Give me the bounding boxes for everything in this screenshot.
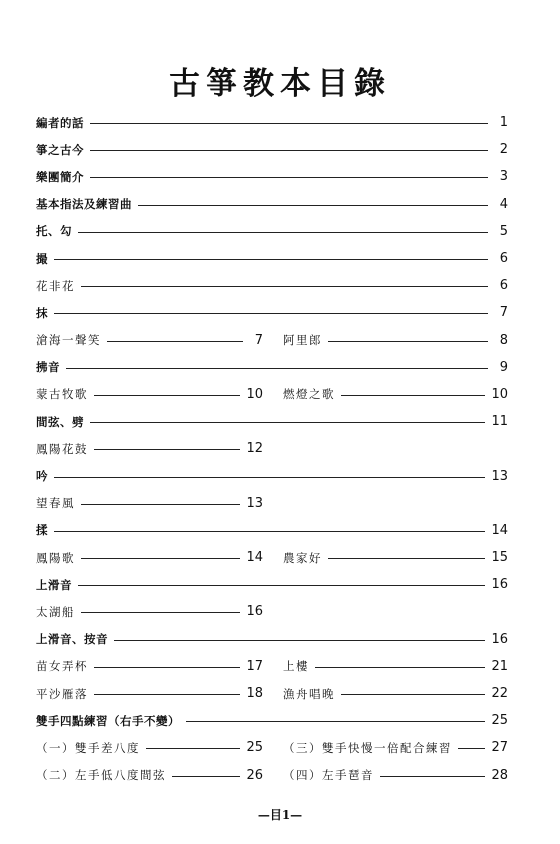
toc-entry: [36, 631, 508, 647]
leader-line: [90, 123, 488, 124]
leader-line: [94, 395, 240, 396]
toc-row: [36, 598, 508, 625]
leader-line: [328, 341, 488, 342]
toc-entry: [36, 686, 263, 702]
toc-entry: [283, 550, 508, 566]
leader-line: [90, 177, 488, 178]
toc-row: [36, 762, 508, 789]
toc-entry-page-number: 14: [491, 522, 508, 538]
toc-row: [36, 109, 508, 136]
toc-entry: [36, 223, 508, 239]
toc-entry-label: 上滑音: [36, 577, 72, 592]
toc-entry-page-number: 11: [491, 414, 508, 430]
toc-entry-label: 平沙雁落: [36, 686, 88, 701]
toc-entry-page-number: 16: [246, 604, 263, 620]
leader-line: [341, 694, 485, 695]
toc-row: [36, 680, 508, 707]
toc-entry-label: 吟: [36, 469, 48, 484]
toc-entry-page-number: 5: [499, 223, 508, 239]
toc-entry-page-number: 10: [491, 386, 508, 402]
leader-line: [114, 640, 485, 641]
toc-entry-page-number: 18: [246, 686, 263, 702]
toc-entry: [283, 740, 508, 756]
toc-entry-page-number: 26: [246, 767, 263, 783]
toc-row: [36, 544, 508, 571]
leader-line: [81, 612, 240, 613]
leader-line: [81, 286, 488, 287]
toc-entry-label: 農家好: [283, 550, 322, 565]
toc-entry-page-number: 1: [499, 115, 508, 131]
toc-entry: [283, 332, 508, 348]
toc-row: [36, 435, 508, 462]
toc-entry-label: 花非花: [36, 278, 75, 293]
leader-line: [380, 776, 485, 777]
leader-line: [458, 748, 485, 749]
toc-entry-label: 托、勾: [36, 224, 72, 239]
toc-entry: [36, 767, 263, 783]
toc-entry: [36, 115, 508, 131]
toc-row: [36, 354, 508, 381]
toc-entry-page-number: 15: [491, 550, 508, 566]
leader-line: [315, 667, 485, 668]
toc-entry-page-number: 12: [246, 441, 263, 457]
toc-entry: [36, 522, 508, 538]
toc-entry-page-number: 6: [499, 251, 508, 267]
toc-entry: [36, 142, 508, 158]
toc-entry-page-number: 7: [254, 332, 263, 348]
toc-entry: [283, 386, 508, 402]
toc-entry-label: 上樓: [283, 659, 309, 674]
toc-entry-page-number: 10: [246, 386, 263, 402]
toc-entry-label: 燃燈之歌: [283, 387, 335, 402]
leader-line: [186, 721, 485, 722]
page-title: 古箏教本目錄: [169, 66, 391, 102]
toc-row: [36, 653, 508, 680]
toc-entry-label: （三）雙手快慢一倍配合練習: [283, 740, 452, 755]
toc-entry-label: 間弦、劈: [36, 414, 84, 429]
toc-entry-page-number: 13: [246, 495, 263, 511]
toc-entry: [36, 577, 508, 593]
toc-entry-label: 鳳陽歌: [36, 550, 75, 565]
toc-row: [36, 626, 508, 653]
toc-entry-page-number: 14: [246, 550, 263, 566]
toc-entry-label: 上滑音、按音: [36, 632, 108, 647]
toc-entry-page-number: 27: [491, 740, 508, 756]
toc-row: [36, 462, 508, 489]
toc-entry-page-number: 22: [491, 686, 508, 702]
toc-entry: [36, 386, 263, 402]
toc-row: [36, 571, 508, 598]
leader-line: [81, 558, 240, 559]
toc-entry-page-number: 16: [491, 631, 508, 647]
toc-entry-page-number: 16: [491, 577, 508, 593]
toc-entry-page-number: 17: [246, 658, 263, 674]
leader-line: [54, 313, 488, 314]
toc-entry-label: （四）左手琶音: [283, 768, 374, 783]
toc-entry-label: 太湖船: [36, 604, 75, 619]
page-footer: —目1—: [257, 808, 303, 822]
toc-entry-label: 拂音: [36, 360, 60, 375]
toc-row: [36, 245, 508, 272]
toc-entry-label: 編者的話: [36, 115, 84, 130]
leader-line: [66, 368, 488, 369]
toc-entry: [283, 658, 508, 674]
toc-row: [36, 299, 508, 326]
toc-row: [36, 272, 508, 299]
table-of-contents: [36, 109, 508, 789]
toc-entry: [36, 278, 508, 294]
toc-entry-label: 阿里郎: [283, 333, 322, 348]
toc-entry-label: 基本指法及練習曲: [36, 197, 132, 212]
leader-line: [107, 341, 243, 342]
toc-entry-label: 望春風: [36, 496, 75, 511]
toc-entry-page-number: 8: [499, 332, 508, 348]
toc-entry: [36, 441, 263, 457]
toc-row: [36, 517, 508, 544]
toc-entry-page-number: 2: [499, 142, 508, 158]
toc-row: [36, 327, 508, 354]
toc-entry: [36, 658, 263, 674]
toc-entry: [283, 767, 508, 783]
toc-entry-page-number: 9: [499, 359, 508, 375]
toc-entry-label: 蒙古牧歌: [36, 387, 88, 402]
toc-entry-label: 雙手四點練習（右手不變）: [36, 713, 180, 728]
toc-entry-page-number: 25: [491, 713, 508, 729]
toc-row: [36, 381, 508, 408]
leader-line: [138, 205, 488, 206]
toc-entry-page-number: 25: [246, 740, 263, 756]
leader-line: [54, 477, 485, 478]
toc-entry-page-number: 4: [499, 196, 508, 212]
toc-entry-label: 撮: [36, 251, 48, 266]
toc-entry-page-number: 28: [491, 767, 508, 783]
toc-entry-label: 苗女弄杯: [36, 659, 88, 674]
leader-line: [172, 776, 240, 777]
toc-entry-label: 滄海一聲笑: [36, 333, 101, 348]
toc-entry-label: 鳳陽花鼓: [36, 441, 88, 456]
leader-line: [94, 667, 240, 668]
toc-row: [36, 218, 508, 245]
toc-entry-page-number: 6: [499, 278, 508, 294]
leader-line: [54, 531, 485, 532]
leader-line: [81, 504, 240, 505]
toc-row: [36, 707, 508, 734]
toc-entry: [36, 196, 508, 212]
toc-row: [36, 408, 508, 435]
leader-line: [90, 150, 488, 151]
toc-row: [36, 191, 508, 218]
leader-line: [94, 449, 240, 450]
leader-line: [54, 259, 488, 260]
toc-entry: [36, 713, 508, 729]
toc-entry-label: （二）左手低八度間弦: [36, 768, 166, 783]
toc-entry-label: 揉: [36, 523, 48, 538]
toc-entry: [36, 740, 263, 756]
toc-entry: [36, 332, 263, 348]
leader-line: [146, 748, 240, 749]
toc-entry-label: 漁舟唱晚: [283, 686, 335, 701]
toc-entry-page-number: 3: [499, 169, 508, 185]
toc-entry: [36, 414, 508, 430]
toc-row: [36, 136, 508, 163]
toc-entry: [36, 604, 263, 620]
toc-entry-label: （一）雙手差八度: [36, 740, 140, 755]
leader-line: [328, 558, 485, 559]
toc-entry-label: 箏之古今: [36, 142, 84, 157]
toc-row: [36, 734, 508, 761]
toc-row: [36, 490, 508, 517]
toc-entry: [36, 305, 508, 321]
toc-entry: [36, 169, 508, 185]
toc-entry: [36, 468, 508, 484]
leader-line: [94, 694, 240, 695]
toc-row: [36, 163, 508, 190]
leader-line: [90, 422, 485, 423]
toc-entry: [283, 686, 508, 702]
toc-entry-page-number: 7: [499, 305, 508, 321]
toc-entry-page-number: 13: [491, 468, 508, 484]
leader-line: [78, 585, 485, 586]
toc-entry-label: 樂團簡介: [36, 169, 84, 184]
toc-entry: [36, 359, 508, 375]
toc-entry-page-number: 21: [491, 658, 508, 674]
toc-entry: [36, 495, 263, 511]
leader-line: [78, 232, 488, 233]
toc-entry: [36, 550, 263, 566]
leader-line: [341, 395, 485, 396]
toc-entry: [36, 251, 508, 267]
toc-entry-label: 抹: [36, 305, 48, 320]
